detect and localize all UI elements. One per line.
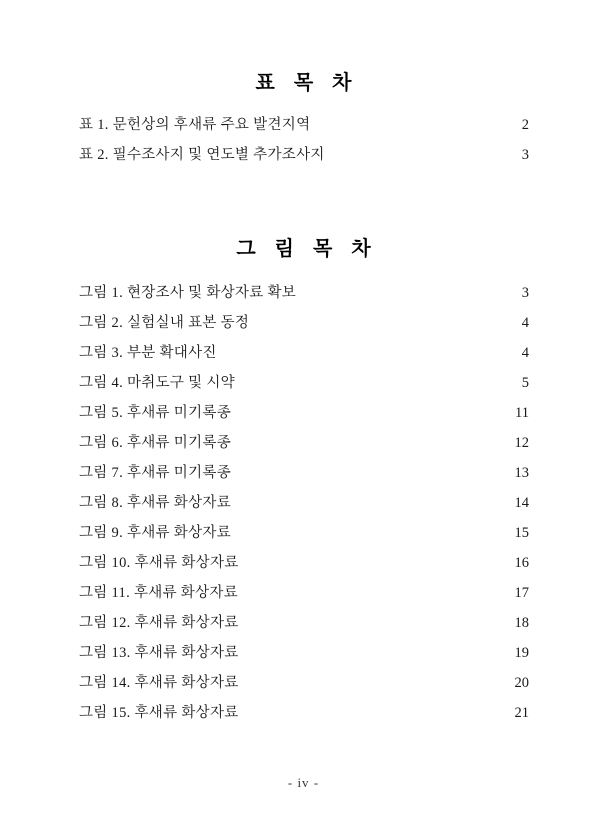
dot-leader xyxy=(239,403,511,418)
toc-entry[interactable] xyxy=(79,668,529,698)
list-of-figures-entries xyxy=(79,278,529,728)
toc-entry-label: 그림 5. 후새류 미기록종 xyxy=(79,405,232,421)
toc-entry-label: 그림 9. 후새류 화상자료 xyxy=(79,525,232,541)
toc-entry-page-number: 4 xyxy=(521,345,529,361)
toc-entry[interactable] xyxy=(79,140,529,170)
toc-entry-page-number: 11 xyxy=(515,405,529,421)
list-of-tables-entries xyxy=(79,110,529,170)
toc-entry[interactable] xyxy=(79,698,529,728)
toc-entry[interactable] xyxy=(79,110,529,140)
toc-entry-page-number: 14 xyxy=(514,495,529,511)
toc-entry-page-number: 3 xyxy=(521,147,529,163)
toc-entry-page-number: 13 xyxy=(514,465,529,481)
toc-entry[interactable] xyxy=(79,488,529,518)
dot-leader xyxy=(239,493,510,508)
dot-leader xyxy=(239,433,510,448)
toc-entry[interactable] xyxy=(79,518,529,548)
toc-entry-label: 표 1. 문헌상의 후새류 주요 발견지역 xyxy=(79,117,311,133)
dot-leader xyxy=(239,523,510,538)
toc-entry-page-number: 4 xyxy=(521,315,529,331)
dot-leader xyxy=(247,553,511,568)
toc-entry-label: 그림 15. 후새류 화상자료 xyxy=(79,705,239,721)
toc-entry[interactable] xyxy=(79,368,529,398)
toc-entry-page-number: 19 xyxy=(514,645,529,661)
toc-entry-page-number: 20 xyxy=(514,675,529,691)
toc-entry-label: 그림 4. 마취도구 및 시약 xyxy=(79,375,235,391)
toc-entry-label: 그림 14. 후새류 화상자료 xyxy=(79,675,239,691)
page-number-footer: - iv - xyxy=(287,775,320,790)
dot-leader xyxy=(246,583,510,598)
dot-leader xyxy=(247,613,511,628)
toc-entry[interactable] xyxy=(79,308,529,338)
dot-leader xyxy=(247,643,511,658)
toc-entry-page-number: 21 xyxy=(514,705,529,721)
toc-entry-label: 그림 2. 실험실내 표본 동정 xyxy=(79,315,250,331)
toc-entry[interactable] xyxy=(79,428,529,458)
toc-entry-label: 그림 13. 후새류 화상자료 xyxy=(79,645,239,661)
toc-entry[interactable] xyxy=(79,638,529,668)
toc-entry-page-number: 18 xyxy=(514,615,529,631)
toc-entry-label: 그림 6. 후새류 미기록종 xyxy=(79,435,232,451)
toc-entry[interactable] xyxy=(79,278,529,308)
dot-leader xyxy=(304,283,518,298)
toc-entry[interactable] xyxy=(79,458,529,488)
dot-leader xyxy=(247,673,511,688)
toc-entry[interactable] xyxy=(79,398,529,428)
toc-entry-page-number: 16 xyxy=(514,555,529,571)
toc-entry-page-number: 15 xyxy=(514,525,529,541)
toc-entry-page-number: 12 xyxy=(514,435,529,451)
dot-leader xyxy=(225,343,518,358)
toc-entry-label: 그림 10. 후새류 화상자료 xyxy=(79,555,239,571)
dot-leader xyxy=(247,703,511,718)
toc-entry-label: 표 2. 필수조사지 및 연도별 추가조사지 xyxy=(79,147,325,163)
toc-entry-label: 그림 7. 후새류 미기록종 xyxy=(79,465,232,481)
toc-entry-label: 그림 12. 후새류 화상자료 xyxy=(79,615,239,631)
toc-entry-page-number: 5 xyxy=(521,375,529,391)
list-of-figures-heading: 그 림 목 차 xyxy=(236,238,378,261)
toc-entry[interactable] xyxy=(79,608,529,638)
dot-leader xyxy=(257,313,518,328)
toc-entry-label: 그림 8. 후새류 화상자료 xyxy=(79,495,232,511)
dot-leader xyxy=(239,463,510,478)
toc-entry-page-number: 17 xyxy=(514,585,529,601)
toc-entry-page-number: 2 xyxy=(521,117,529,133)
toc-entry-page-number: 3 xyxy=(521,285,529,301)
toc-entry-label: 그림 11. 후새류 화상자료 xyxy=(79,585,239,601)
toc-entry[interactable] xyxy=(79,338,529,368)
list-of-tables-heading: 표 목 차 xyxy=(255,72,359,95)
toc-entry-label: 그림 1. 현장조사 및 화상자료 확보 xyxy=(79,285,297,301)
dot-leader xyxy=(243,373,518,388)
toc-entry[interactable] xyxy=(79,578,529,608)
dot-leader xyxy=(318,115,517,130)
toc-entry[interactable] xyxy=(79,548,529,578)
toc-entry-label: 그림 3. 부분 확대사진 xyxy=(79,345,217,361)
dot-leader xyxy=(333,145,518,160)
